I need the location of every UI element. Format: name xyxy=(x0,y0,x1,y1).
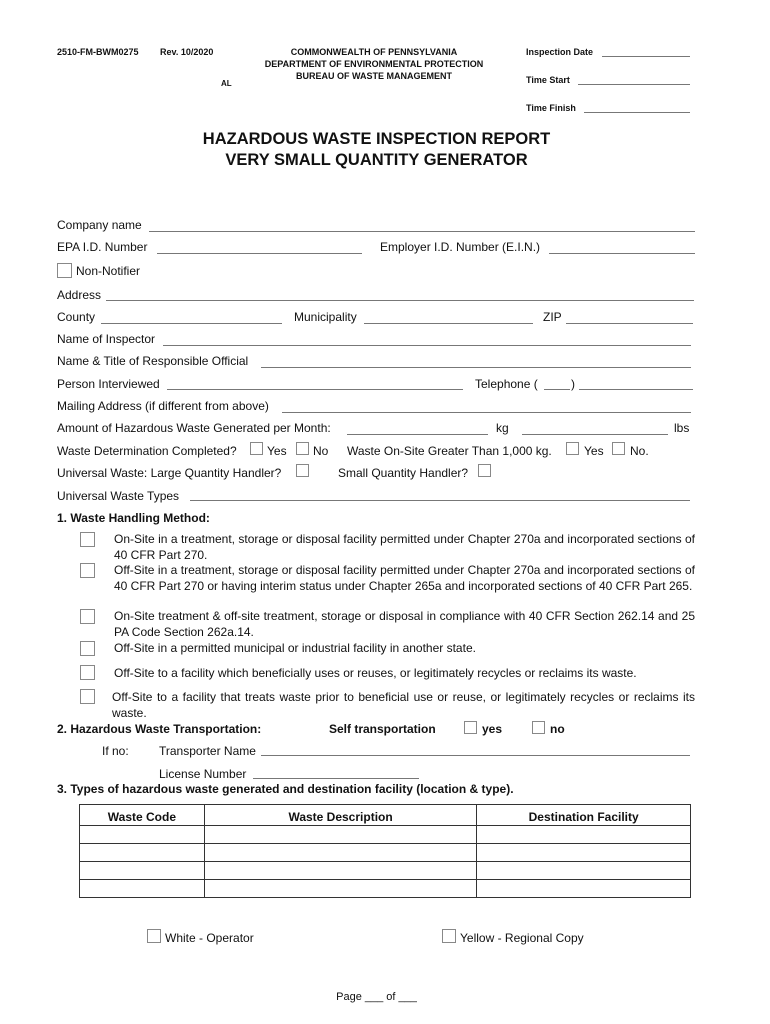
self-transport-yes-checkbox[interactable] xyxy=(464,721,477,734)
time-finish-label: Time Finish xyxy=(526,103,576,113)
section2-heading: 2. Hazardous Waste Transportation: xyxy=(57,722,262,736)
handling-checkbox-1[interactable] xyxy=(80,532,95,547)
onsite-greater-no-label: No. xyxy=(630,444,649,458)
waste-code-cell[interactable] xyxy=(80,826,205,844)
municipality-field[interactable] xyxy=(364,323,533,324)
kg-field[interactable] xyxy=(347,434,488,435)
amount-generated-label: Amount of Hazardous Waste Generated per Month: xyxy=(57,421,331,435)
license-number-label: License Number xyxy=(159,767,247,781)
telephone-label: Telephone ( xyxy=(475,377,538,391)
table-row xyxy=(80,880,691,898)
agency-line-3: BUREAU OF WASTE MANAGEMENT xyxy=(296,71,452,81)
person-interviewed-label: Person Interviewed xyxy=(57,377,160,391)
section3-heading: 3. Types of hazardous waste generated and destination facility (location & type). xyxy=(57,782,514,796)
municipality-label: Municipality xyxy=(294,310,357,324)
destination-facility-cell[interactable] xyxy=(477,880,691,898)
non-notifier-checkbox[interactable] xyxy=(57,263,72,278)
handling-checkbox-5[interactable] xyxy=(80,665,95,680)
handling-checkbox-3[interactable] xyxy=(80,609,95,624)
waste-description-cell[interactable] xyxy=(204,880,477,898)
company-name-field[interactable] xyxy=(149,231,695,232)
destination-facility-cell[interactable] xyxy=(477,826,691,844)
transporter-name-label: Transporter Name xyxy=(159,744,256,758)
table-row xyxy=(80,844,691,862)
small-handler-checkbox[interactable] xyxy=(478,464,491,477)
handling-item-3: On-Site treatment & off-site treatment, storage or disposal in compliance with 40 CFR Section 262.14 and 25 PA Code Section 262a.14. xyxy=(114,609,695,639)
waste-code-header: Waste Code xyxy=(80,805,205,826)
county-label: County xyxy=(57,310,96,324)
self-transport-yes-label: yes xyxy=(482,722,503,736)
waste-determination-no-checkbox[interactable] xyxy=(296,442,309,455)
agency-line-1: COMMONWEALTH OF PENNSYLVANIA xyxy=(290,47,458,57)
waste-table-header xyxy=(80,805,691,826)
onsite-greater-yes-label: Yes xyxy=(584,444,604,458)
time-finish-field[interactable] xyxy=(584,112,690,113)
page-number: Page ___ of ___ xyxy=(336,991,417,1003)
small-handler-label: Small Quantity Handler? xyxy=(338,466,469,480)
onsite-greater-label: Waste On-Site Greater Than 1,000 kg. xyxy=(347,444,552,458)
handling-item-1: On-Site in a treatment, storage or disposal facility permitted under Chapter 270a and incorporated sections of 40 CFR Part 270. xyxy=(114,532,695,562)
responsible-official-label: Name & Title of Responsible Official xyxy=(57,354,249,368)
table-row xyxy=(80,862,691,880)
address-field[interactable] xyxy=(106,300,694,301)
waste-determination-yes-label: Yes xyxy=(267,444,287,458)
self-transport-no-checkbox[interactable] xyxy=(532,721,545,734)
white-operator-checkbox[interactable] xyxy=(147,929,161,943)
yellow-regional-checkbox[interactable] xyxy=(442,929,456,943)
waste-code-cell[interactable] xyxy=(80,844,205,862)
time-start-label: Time Start xyxy=(526,75,570,85)
transporter-name-field[interactable] xyxy=(261,755,690,756)
waste-description-cell[interactable] xyxy=(204,862,477,880)
destination-facility-cell[interactable] xyxy=(477,844,691,862)
waste-determination-no-label: No xyxy=(313,444,329,458)
license-number-field[interactable] xyxy=(253,778,419,779)
handling-item-5: Off-Site to a facility which beneficially uses or reuses, or legitimately recycles or reclaims its waste. xyxy=(114,666,637,680)
county-field[interactable] xyxy=(101,323,282,324)
universal-types-field[interactable] xyxy=(190,500,690,501)
self-transportation-label: Self transportation xyxy=(329,722,436,736)
responsible-official-field[interactable] xyxy=(261,367,691,368)
inspection-date-field[interactable] xyxy=(602,56,690,57)
telephone-close: ) xyxy=(571,377,575,391)
al-mark: AL xyxy=(221,79,232,88)
handling-checkbox-4[interactable] xyxy=(80,641,95,656)
revision: Rev. 10/2020 xyxy=(160,47,214,57)
destination-facility-cell[interactable] xyxy=(477,862,691,880)
lbs-unit: lbs xyxy=(674,421,690,435)
waste-determination-label: Waste Determination Completed? xyxy=(57,444,237,458)
if-no-label: If no: xyxy=(102,744,129,758)
employer-id-label: Employer I.D. Number (E.I.N.) xyxy=(380,240,541,254)
waste-description-cell[interactable] xyxy=(204,826,477,844)
report-title: HAZARDOUS WASTE INSPECTION REPORT xyxy=(202,130,551,148)
kg-unit: kg xyxy=(496,421,509,435)
person-interviewed-field[interactable] xyxy=(167,389,463,390)
employer-id-field[interactable] xyxy=(549,253,695,254)
address-label: Address xyxy=(57,288,102,302)
form-number: 2510-FM-BWM0275 xyxy=(57,47,139,57)
lbs-field[interactable] xyxy=(522,434,668,435)
destination-facility-header: Destination Facility xyxy=(477,805,691,826)
zip-field[interactable] xyxy=(566,323,693,324)
waste-description-cell[interactable] xyxy=(204,844,477,862)
epa-id-label: EPA I.D. Number xyxy=(57,240,148,254)
waste-table xyxy=(79,804,691,898)
agency-line-2: DEPARTMENT OF ENVIRONMENTAL PROTECTION xyxy=(264,59,484,69)
zip-label: ZIP xyxy=(543,310,562,324)
table-row xyxy=(80,826,691,844)
waste-code-cell[interactable] xyxy=(80,880,205,898)
waste-determination-yes-checkbox[interactable] xyxy=(250,442,263,455)
yellow-regional-label: Yellow - Regional Copy xyxy=(460,931,584,945)
epa-id-field[interactable] xyxy=(157,253,362,254)
telephone-field[interactable] xyxy=(579,389,693,390)
report-subtitle: VERY SMALL QUANTITY GENERATOR xyxy=(225,151,528,169)
handling-checkbox-2[interactable] xyxy=(80,563,95,578)
time-start-field[interactable] xyxy=(578,84,690,85)
inspector-field[interactable] xyxy=(163,345,691,346)
mailing-address-label: Mailing Address (if different from above) xyxy=(57,399,269,413)
handling-checkbox-6[interactable] xyxy=(80,689,95,704)
area-code-field[interactable] xyxy=(544,389,570,390)
inspector-label: Name of Inspector xyxy=(57,332,156,346)
waste-code-cell[interactable] xyxy=(80,862,205,880)
universal-large-label: Universal Waste: Large Quantity Handler? xyxy=(57,466,282,480)
onsite-greater-yes-checkbox[interactable] xyxy=(566,442,579,455)
inspection-date-label: Inspection Date xyxy=(526,47,594,57)
universal-large-checkbox[interactable] xyxy=(296,464,309,477)
section1-heading: 1. Waste Handling Method: xyxy=(57,511,210,525)
mailing-address-field[interactable] xyxy=(282,412,691,413)
onsite-greater-no-checkbox[interactable] xyxy=(612,442,625,455)
universal-types-label: Universal Waste Types xyxy=(57,489,180,503)
company-name-label: Company name xyxy=(57,218,142,232)
handling-item-6: Off-Site to a facility that treats waste prior to beneficial use or reuse, or legitimately recycles or reclaims its waste. xyxy=(112,690,695,720)
white-operator-label: White - Operator xyxy=(165,931,254,945)
handling-item-4: Off-Site in a permitted municipal or industrial facility in another state. xyxy=(114,641,476,655)
non-notifier-label: Non-Notifier xyxy=(76,264,141,278)
self-transport-no-label: no xyxy=(550,722,565,736)
handling-item-2: Off-Site in a treatment, storage or disposal facility permitted under Chapter 270a and incorporated sections of 40 CFR Part 270 or having interim status under Chapter 265a and incorporated sections of 40 CFR Part 265. xyxy=(114,563,695,593)
waste-description-header: Waste Description xyxy=(204,805,477,826)
